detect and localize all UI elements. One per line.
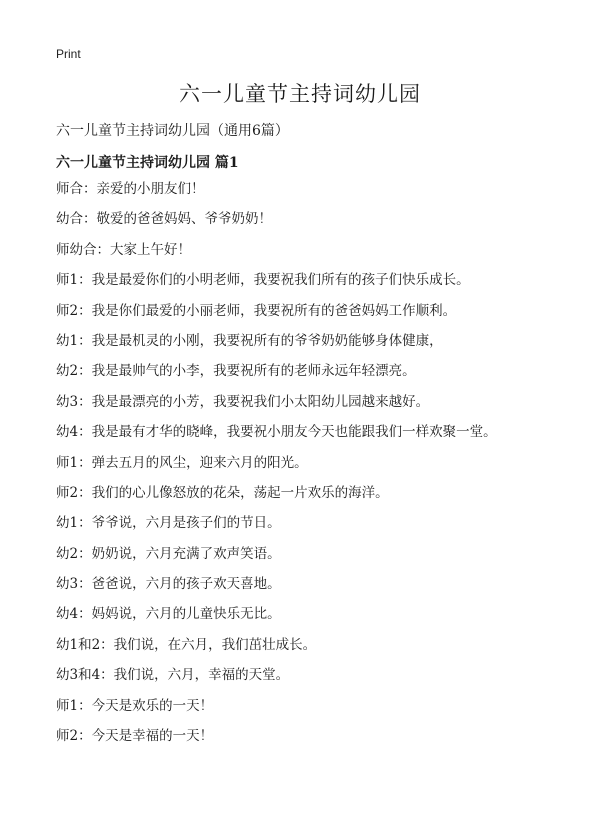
script-line: 师幼合：大家上午好！ xyxy=(56,241,191,258)
script-line: 师1：我是最爱你们的小明老师，我要祝我们所有的孩子们快乐成长。 xyxy=(56,272,470,289)
document-subtitle: 六一儿童节主持词幼儿园（通用6篇） xyxy=(56,123,289,139)
document-title: 六一儿童节主持词幼儿园 xyxy=(179,82,421,106)
script-line: 幼1和2：我们说，在六月，我们茁壮成长。 xyxy=(56,636,317,653)
script-line: 幼合：敬爱的爸爸妈妈、爷爷奶奶！ xyxy=(56,211,272,228)
script-line: 师2：今天是幸福的一天！ xyxy=(56,728,214,745)
script-line: 幼2：我是最帅气的小李，我要祝所有的老师永远年轻漂亮。 xyxy=(56,363,416,380)
script-line: 幼4：妈妈说，六月的儿童快乐无比。 xyxy=(56,606,281,623)
script-line: 幼2：奶奶说，六月充满了欢声笑语。 xyxy=(56,545,281,562)
script-line: 师1：今天是欢乐的一天！ xyxy=(56,697,214,714)
script-line: 幼3和4：我们说，六月，幸福的天堂。 xyxy=(56,667,290,684)
script-line: 师2：我们的心儿像怒放的花朵，荡起一片欢乐的海洋。 xyxy=(56,484,389,501)
script-line: 师1：弹去五月的风尘，迎来六月的阳光。 xyxy=(56,454,308,471)
script-line: 幼1：我是最机灵的小刚，我要祝所有的爷爷奶奶能够身体健康， xyxy=(56,332,443,349)
section-heading: 六一儿童节主持词幼儿园 篇1 xyxy=(56,155,239,171)
script-line: 幼4：我是最有才华的晓峰，我要祝小朋友今天也能跟我们一样欢聚一堂。 xyxy=(56,424,497,441)
script-line: 幼3：我是最漂亮的小芳，我要祝我们小太阳幼儿园越来越好。 xyxy=(56,393,430,410)
print-link[interactable]: Print xyxy=(56,47,81,61)
script-lines xyxy=(56,181,497,758)
script-line: 师2：我是你们最爱的小丽老师，我要祝所有的爸爸妈妈工作顺利。 xyxy=(56,302,457,319)
script-line: 幼1：爷爷说，六月是孩子们的节日。 xyxy=(56,515,281,532)
script-line: 幼3：爸爸说，六月的孩子欢天喜地。 xyxy=(56,576,281,593)
script-line: 师合：亲爱的小朋友们！ xyxy=(56,181,205,197)
